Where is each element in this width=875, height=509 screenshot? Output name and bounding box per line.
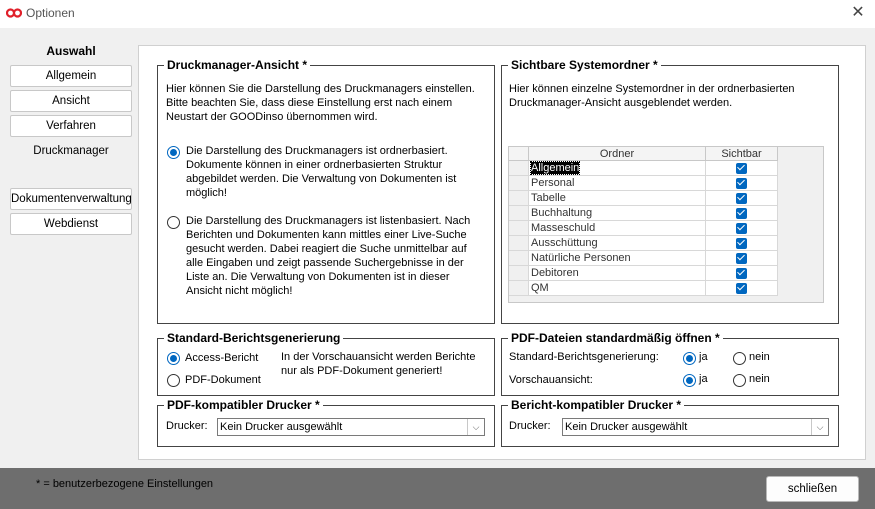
- group-legend: PDF-kompatibler Drucker *: [164, 398, 323, 412]
- systemordner-grid[interactable]: [508, 146, 824, 303]
- row-sichtbar-checkbox[interactable]: [706, 221, 778, 236]
- nav-item-ansicht[interactable]: Ansicht: [10, 90, 132, 112]
- row-sichtbar-checkbox[interactable]: [706, 281, 778, 296]
- label-vorschau-nein[interactable]: nein: [749, 373, 770, 385]
- nav-item-allgemein[interactable]: Allgemein: [10, 65, 132, 87]
- grid-corner: [509, 147, 529, 161]
- pdf-drucker-value: Kein Drucker ausgewählt: [220, 421, 343, 433]
- chevron-down-icon[interactable]: ⌵: [467, 419, 484, 435]
- column-header-ordner[interactable]: Ordner: [529, 147, 706, 161]
- label-bericht-drucker: Drucker:: [509, 420, 551, 432]
- row-ordner-name[interactable]: Buchhaltung: [529, 206, 706, 221]
- row-ordner-name[interactable]: QM: [529, 281, 706, 296]
- checkbox-checked-icon[interactable]: [736, 163, 747, 174]
- label-vorschau-ja[interactable]: ja: [699, 373, 708, 385]
- label-standard-nein[interactable]: nein: [749, 351, 770, 363]
- footer-note: * = benutzerbezogene Einstellungen: [36, 478, 214, 490]
- row-ordner-name[interactable]: Allgemein: [529, 161, 706, 176]
- table-row[interactable]: [509, 281, 778, 296]
- radio-ordnerbasiert[interactable]: [167, 146, 180, 159]
- column-header-sichtbar[interactable]: Sichtbar: [706, 147, 778, 161]
- row-sichtbar-checkbox[interactable]: [706, 206, 778, 221]
- radio-standard-nein[interactable]: [733, 352, 746, 365]
- radio-vorschau-ja[interactable]: [683, 374, 696, 387]
- close-button[interactable]: schließen: [766, 476, 859, 502]
- checkbox-checked-icon[interactable]: [736, 193, 747, 204]
- bericht-drucker-select[interactable]: [562, 418, 829, 436]
- chevron-down-icon[interactable]: ⌵: [811, 419, 828, 435]
- group-legend: Sichtbare Systemordner *: [508, 58, 661, 72]
- checkbox-checked-icon[interactable]: [736, 268, 747, 279]
- nav-item-webdienst[interactable]: Webdienst: [10, 213, 132, 235]
- row-sichtbar-checkbox[interactable]: [706, 191, 778, 206]
- druckmanager-intro: Hier können Sie die Darstellung des Druckmanagers einstellen. Bitte beachten Sie, dass diese Einstellung erst nach einem Neustart der GOODinso übernommen wird.: [166, 83, 475, 123]
- radio-access-bericht[interactable]: [167, 352, 180, 365]
- systemordner-intro: Hier können einzelne Systemordner in der ordnerbasierten Druckmanager-Ansicht ausgeblendet werden.: [509, 83, 795, 109]
- radio-pdf-dokument[interactable]: [167, 374, 180, 387]
- group-legend: Druckmanager-Ansicht *: [164, 58, 310, 72]
- checkbox-checked-icon[interactable]: [736, 208, 747, 219]
- row-sichtbar-checkbox[interactable]: [706, 236, 778, 251]
- table-row[interactable]: [509, 161, 778, 176]
- row-sichtbar-checkbox[interactable]: [706, 161, 778, 176]
- group-legend: PDF-Dateien standardmäßig öffnen *: [508, 331, 723, 345]
- pdf-drucker-select[interactable]: [217, 418, 485, 436]
- nav-item-druckmanager[interactable]: Druckmanager: [10, 140, 132, 162]
- row-ordner-name[interactable]: Debitoren: [529, 266, 706, 281]
- radio-listenbasiert[interactable]: [167, 216, 180, 229]
- label-pdf-dokument[interactable]: PDF-Dokument: [185, 374, 261, 386]
- goodinso-logo-icon: [6, 7, 22, 19]
- table-row[interactable]: [509, 266, 778, 281]
- row-ordner-name[interactable]: Personal: [529, 176, 706, 191]
- group-pdf-oeffnen: [501, 331, 839, 396]
- table-row[interactable]: [509, 191, 778, 206]
- checkbox-checked-icon[interactable]: [736, 238, 747, 249]
- table-row[interactable]: [509, 221, 778, 236]
- berichtsgenerierung-note: In der Vorschauansicht werden Berichte nur als PDF-Dokument generiert!: [281, 351, 476, 377]
- bericht-drucker-value: Kein Drucker ausgewählt: [565, 421, 688, 433]
- nav-item-verfahren[interactable]: Verfahren: [10, 115, 132, 137]
- table-row[interactable]: [509, 206, 778, 221]
- checkbox-checked-icon[interactable]: [736, 283, 747, 294]
- label-pdf-drucker: Drucker:: [166, 420, 208, 432]
- checkbox-checked-icon[interactable]: [736, 223, 747, 234]
- row-ordner-name[interactable]: Tabelle: [529, 191, 706, 206]
- row-sichtbar-checkbox[interactable]: [706, 266, 778, 281]
- label-vorschauansicht: Vorschauansicht:: [509, 374, 593, 386]
- nav-heading: Auswahl: [46, 44, 96, 58]
- window-title: Optionen: [26, 6, 75, 20]
- option-ordnerbasiert-text: Die Darstellung des Druckmanagers ist ordnerbasiert. Dokumente können in einer ordnerbasierten Struktur abgebildet werden. Die Verwaltung von Dokumenten ist möglich!: [186, 145, 457, 199]
- row-ordner-name[interactable]: Ausschüttung: [529, 236, 706, 251]
- table-row[interactable]: [509, 236, 778, 251]
- table-row[interactable]: [509, 251, 778, 266]
- checkbox-checked-icon[interactable]: [736, 253, 747, 264]
- close-icon[interactable]: ✕: [851, 4, 865, 21]
- radio-standard-ja[interactable]: [683, 352, 696, 365]
- title-bar: [0, 0, 875, 28]
- row-ordner-name[interactable]: Masseschuld: [529, 221, 706, 236]
- group-legend: Bericht-kompatibler Drucker *: [508, 398, 684, 412]
- label-standard-ja[interactable]: ja: [699, 351, 708, 363]
- checkbox-checked-icon[interactable]: [736, 178, 747, 189]
- label-standard-berichtsgenerierung: Standard-Berichtsgenerierung:: [509, 351, 659, 363]
- row-sichtbar-checkbox[interactable]: [706, 251, 778, 266]
- row-sichtbar-checkbox[interactable]: [706, 176, 778, 191]
- label-access-bericht[interactable]: Access-Bericht: [185, 352, 259, 364]
- option-listenbasiert-text: Die Darstellung des Druckmanagers ist listenbasiert. Nach Berichten und Dokumenten kann mittles einer Live-Suche gesucht werden. Dabei reagiert die Suche unmittelbar auf alle Eingaben und zeigt passende Suchergebnisse in der Liste an. Die Verwaltung von Dokumenten ist in dieser Ansicht nicht möglich!: [186, 215, 471, 297]
- row-ordner-name[interactable]: Natürliche Personen: [529, 251, 706, 266]
- group-legend: Standard-Berichtsgenerierung: [164, 331, 343, 345]
- table-row[interactable]: [509, 176, 778, 191]
- nav-item-dokumentenverwaltung[interactable]: Dokumentenverwaltung: [10, 188, 132, 210]
- radio-vorschau-nein[interactable]: [733, 374, 746, 387]
